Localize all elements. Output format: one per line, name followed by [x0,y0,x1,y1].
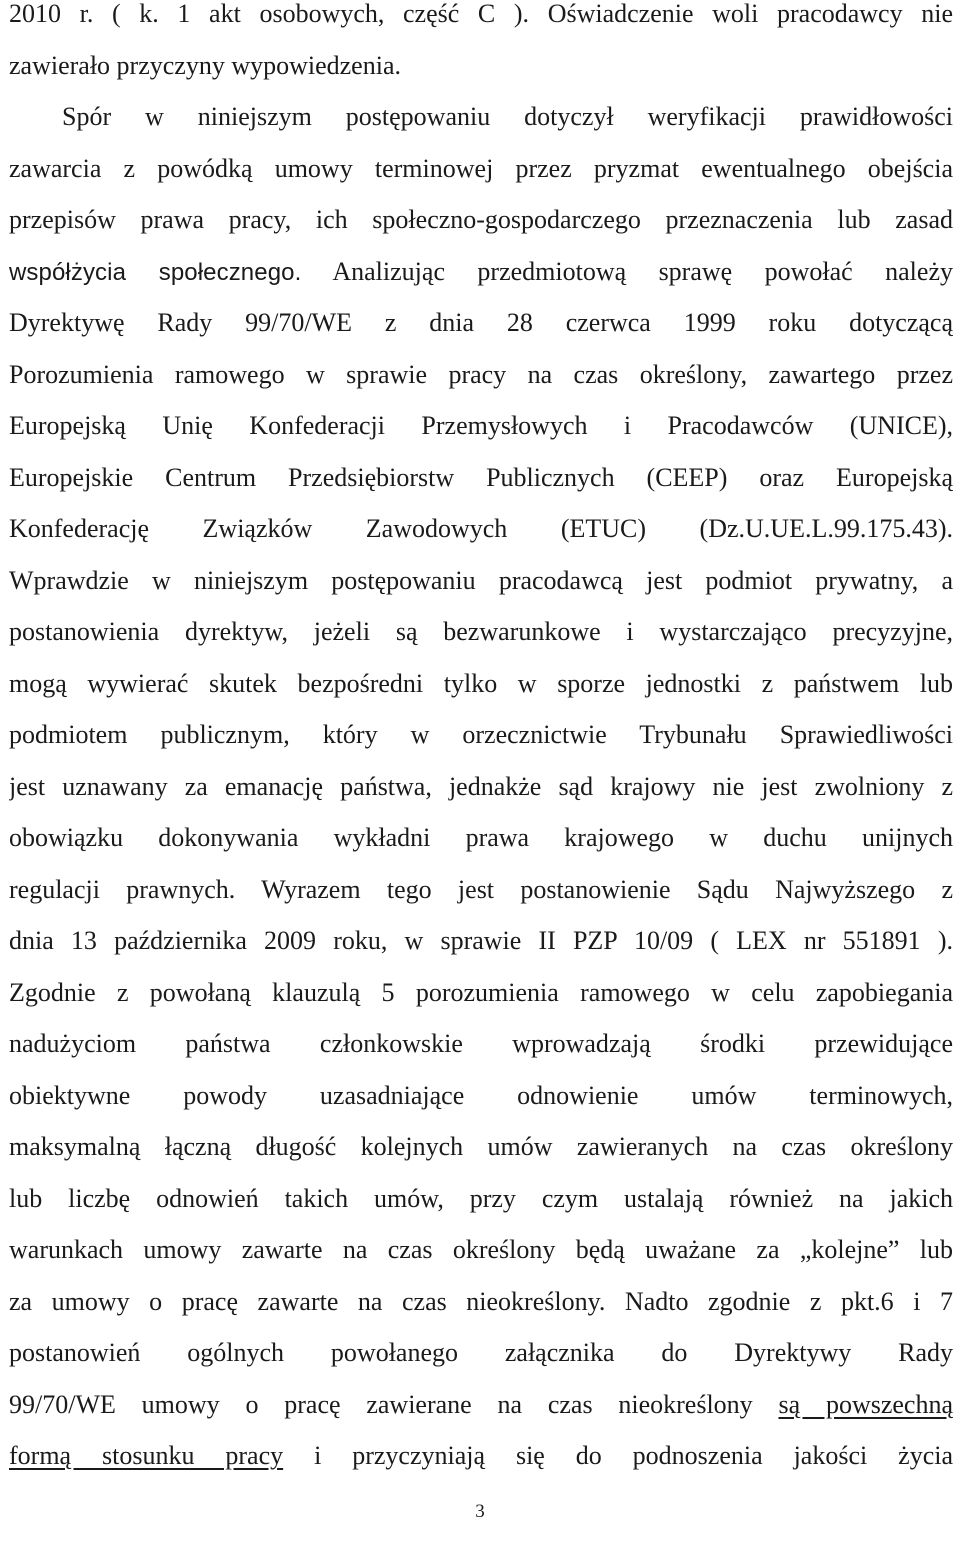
text-line: mogą wywierać skutek bezpośredni tylko w sporze jednostki z państwem lub [9,668,953,698]
text-line: za umowy o pracę zawarte na czas nieokreślony. Nadto zgodnie z pkt.6 i 7 [9,1286,953,1316]
underlined-phrase: są powszechną [778,1389,953,1419]
text-line [9,1379,953,1431]
text-line: jest uznawany za emanację państwa, jednakże sąd krajowy nie jest zwolniony z [9,771,953,801]
sans-serif-phrase: współżycia społecznego. [9,258,302,286]
underlined-phrase: formą stosunku pracy [9,1441,284,1470]
text-line: Zgodnie z powołaną klauzulą 5 porozumienia ramowego w celu zapobiegania [9,977,953,1007]
text-line: Europejską Unię Konfederacji Przemysłowych i Pracodawców (UNICE), [9,411,953,440]
text-segment: 99/70/WE umowy o pracę zawierane na czas nieokreślony [9,1389,779,1419]
text-line: przepisów prawa pracy, ich społeczno-gospodarczego przeznaczenia lub zasad [9,205,953,234]
body-text [9,0,953,1482]
text-line: zawierało przyczyny wypowiedzenia. [9,50,401,80]
text-line: lub liczbę odnowień takich umów, przy czym ustalają również na jakich [9,1183,953,1213]
page-number: 3 [475,1501,485,1522]
text-line: zawarcia z powódką umowy terminowej przez pryzmat ewentualnego obejścia [9,153,953,183]
text-line: warunkach umowy zawarte na czas określony będą uważane za „kolejne” lub [9,1235,953,1264]
text-line: obiektywne powody uzasadniające odnowienie umów terminowych, [9,1080,953,1110]
text-segment: Analizując przedmiotową sprawę powołać należy [301,256,953,286]
text-segment: i przyczyniają się do podnoszenia jakości życia [283,1441,953,1470]
text-line: postanowień ogólnych powołanego załącznika do Dyrektywy Rady [9,1338,953,1367]
text-line: dnia 13 października 2009 roku, w sprawie II PZP 10/09 ( LEX nr 551891 ). [9,926,953,955]
paragraph-first-line: Spór w niniejszym postępowaniu dotyczył weryfikacji prawidłowości [62,102,953,131]
text-line: Wprawdzie w niniejszym postępowaniu pracodawcą jest podmiot prywatny, a [9,565,953,595]
text-line: podmiotem publicznym, który w orzecznictwie Trybunału Sprawiedliwości [9,720,953,749]
text-line: postanowienia dyrektyw, jeżeli są bezwarunkowe i wystarczająco precyzyjne, [9,617,953,646]
text-line: Konfederację Związków Zawodowych (ETUC) (Dz.U.UE.L.99.175.43). [9,514,953,543]
text-line: Dyrektywę Rady 99/70/WE z dnia 28 czerwca 1999 roku dotyczącą [9,308,953,337]
text-line [9,246,953,298]
text-line: maksymalną łączną długość kolejnych umów zawieranych na czas określony [9,1132,953,1161]
text-line: nadużyciom państwa członkowskie wprowadzają środki przewidujące [9,1029,953,1058]
text-line [9,1430,953,1482]
text-line: obowiązku dokonywania wykładni prawa krajowego w duchu unijnych [9,823,953,852]
text-line: Europejskie Centrum Przedsiębiorstw Publicznych (CEEP) oraz Europejską [9,462,953,492]
text-line: Porozumienia ramowego w sprawie pracy na czas określony, zawartego przez [9,359,953,389]
text-line: regulacji prawnych. Wyrazem tego jest postanowienie Sądu Najwyższego z [9,874,953,904]
text-line: 2010 r. ( k. 1 akt osobowych, część C ). Oświadczenie woli pracodawcy nie [9,0,953,28]
